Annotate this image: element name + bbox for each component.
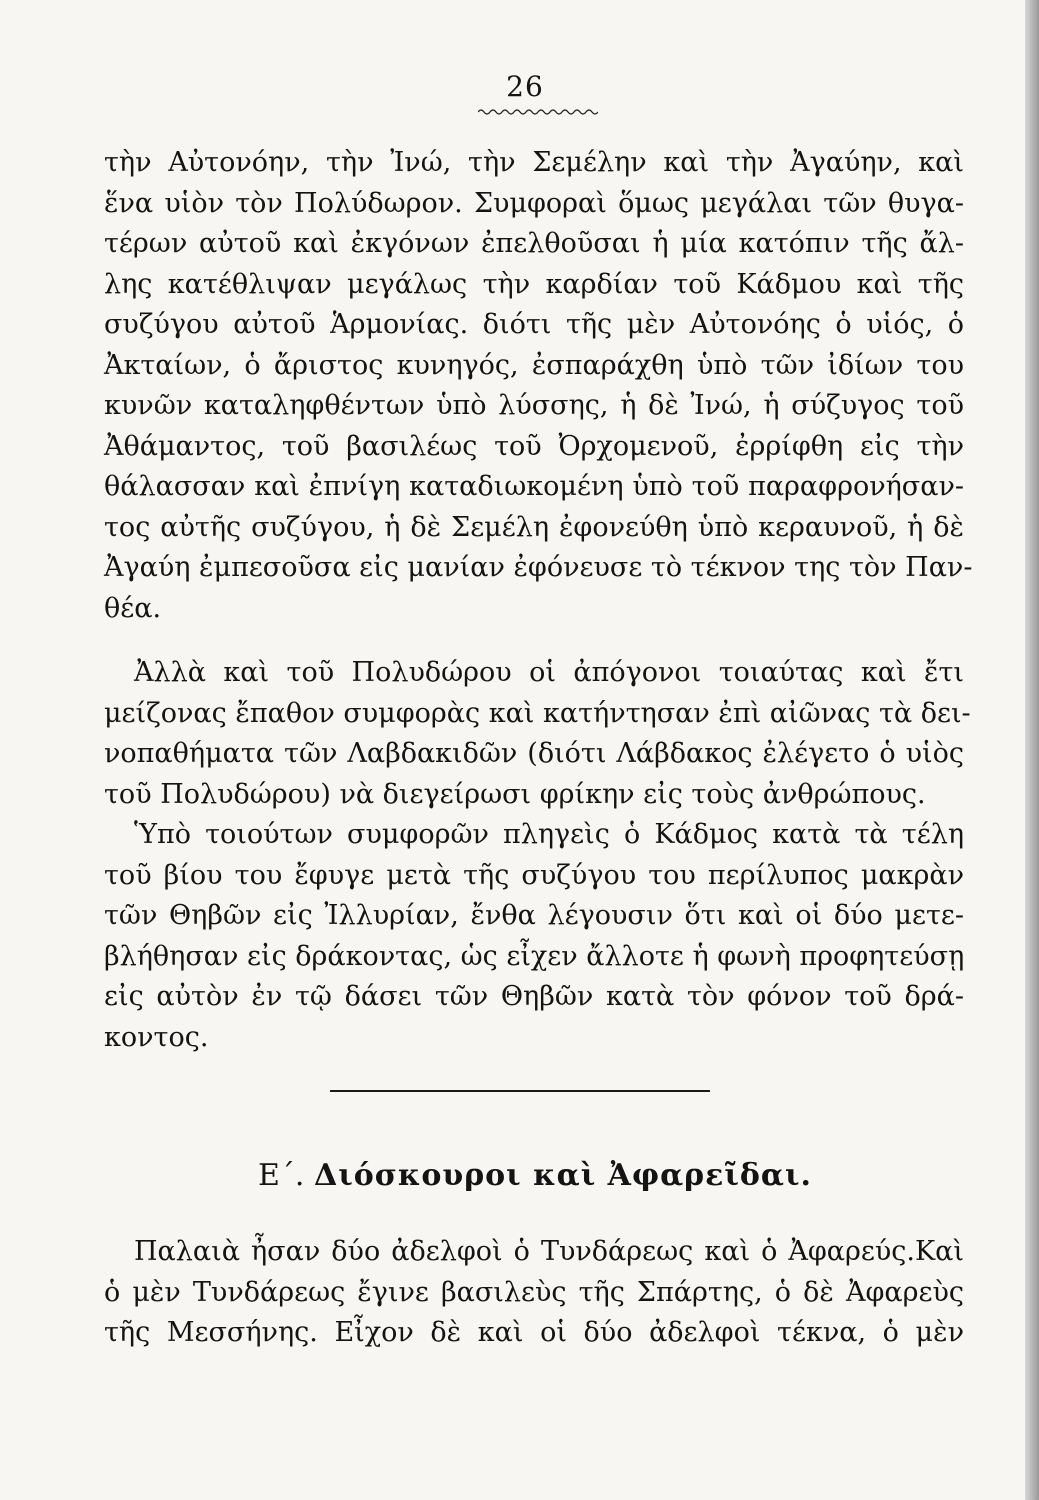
text-line: τοῦ βίου του ἔφυγε μετὰ τῆς συζύγου του περίλυπος μακρὰν: [104, 859, 964, 891]
text-line: θέα.: [104, 592, 162, 624]
text-line: κυνῶν καταληφθέντων ὑπὸ λύσσης, ἡ δὲ Ἰνώ, ἡ σύζυγος τοῦ: [104, 390, 964, 421]
text-line: βλήθησαν εἰς δράκοντας, ὡς εἶχεν ἄλλοτε ἡ φωνὴ προφητεύσῃ: [104, 940, 965, 972]
section-heading: [258, 1158, 858, 1193]
paragraph-3: [104, 815, 964, 1058]
section-number: Ε΄.: [258, 1158, 305, 1193]
text-line: Ἀλλὰ καὶ τοῦ Πολυδώρου οἱ ἀπόγονοι τοιαύτας καὶ ἔτι: [134, 657, 964, 688]
page-number-ornament: [478, 108, 598, 116]
text-line: λης κατέθλιψαν μεγάλως τὴν καρδίαν τοῦ Κάδμου καὶ τῆς: [104, 268, 964, 300]
text-line: Ἀγαύη ἐμπεσοῦσα εἰς μανίαν ἐφόνευσε τὸ τέκνον της τὸν Παν-: [104, 552, 973, 583]
text-line: τοῦ Πολυδώρου) νὰ διεγείρωσι φρίκην εἰς τοὺς ἀνθρώπους.: [104, 778, 926, 810]
text-line: μείζονας ἔπαθον συμφορὰς καὶ κατήντησαν ἐπὶ αἰῶνας τὰ δει-: [104, 697, 971, 729]
text-line: Ὑπὸ τοιούτων συμφορῶν πληγεὶς ὁ Κάδμος κατὰ τὰ τέλη: [134, 819, 964, 850]
page-edge-shadow: [1025, 0, 1039, 1500]
text-line: τῶν Θηβῶν εἰς Ἰλλυρίαν, ἔνθα λέγουσιν ὅτι καὶ οἱ δύο μετε-: [104, 900, 964, 931]
text-line: τος αὐτῆς συζύγου, ἡ δὲ Σεμέλη ἐφονεύθη ὑπὸ κεραυνοῦ, ἡ δὲ: [104, 511, 964, 543]
text-line: Ἀκταίων, ὁ ἄριστος κυνηγός, ἐσπαράχθη ὑπὸ τῶν ἰδίων του: [104, 349, 964, 381]
section-title: Διόσκουροι καὶ Ἀφαρεῖδαι.: [313, 1158, 812, 1193]
text-line: κοντος.: [104, 1021, 209, 1053]
text-line: θάλασσαν καὶ ἐπνίγη καταδιωκομένη ὑπὸ τοῦ παραφρονήσαν-: [104, 471, 964, 502]
paragraph-1: [104, 143, 973, 629]
text-line: τέρων αὐτοῦ καὶ ἐκγόνων ἐπελθοῦσαι ἡ μία κατόπιν τῆς ἄλ-: [104, 228, 964, 259]
text-line: Ἀθάμαντος, τοῦ βασιλέως τοῦ Ὀρχομενοῦ, ἐρρίφθη εἰς τὴν: [104, 430, 964, 462]
text-line: ὁ μὲν Τυνδάρεως ἔγινε βασιλεὺς τῆς Σπάρτης, ὁ δὲ Ἀφαρεὺς: [104, 1276, 964, 1308]
text-line: εἰς αὐτὸν ἐν τῷ δάσει τῶν Θηβῶν κατὰ τὸν φόνον τοῦ δρά-: [104, 981, 964, 1012]
text-line: Παλαιὰ ἦσαν δύο ἀδελφοὶ ὁ Τυνδάρεως καὶ ὁ Ἀφαρεύς.Καὶ: [134, 1236, 964, 1267]
paragraph-2: [104, 653, 971, 815]
text-line: τῆς Μεσσήνης. Εἶχον δὲ καὶ οἱ δύο ἀδελφοὶ τέκνα, ὁ μὲν: [104, 1317, 964, 1348]
page-number: 26: [506, 70, 544, 103]
section-divider: [330, 1090, 710, 1092]
text-line: νοπαθήματα τῶν Λαβδακιδῶν (διότι Λάβδακος ἐλέγετο ὁ υἱὸς: [104, 738, 964, 769]
text-line: ἕνα υἱὸν τὸν Πολύδωρον. Συμφοραὶ ὅμως μεγάλαι τῶν θυγα-: [104, 187, 964, 219]
paragraph-4: [104, 1232, 964, 1354]
text-line: συζύγου αὐτοῦ Ἁρμονίας. διότι τῆς μὲν Αὐτονόης ὁ υἱός, ὁ: [104, 309, 964, 340]
text-line: τὴν Αὐτονόην, τὴν Ἰνώ, τὴν Σεμέλην καὶ τὴν Ἀγαύην, καὶ: [104, 147, 964, 178]
